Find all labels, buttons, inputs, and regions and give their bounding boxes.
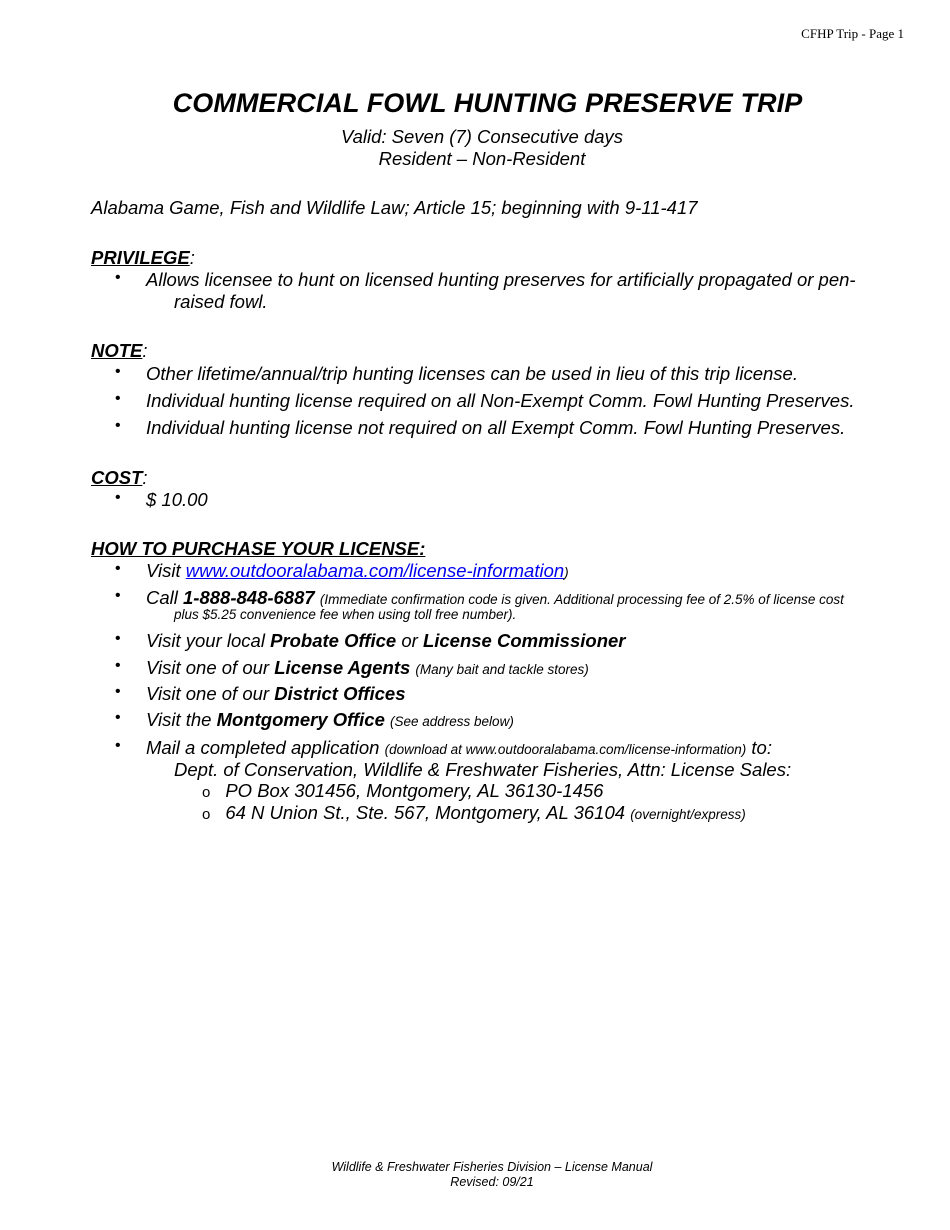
mail-department: Dept. of Conservation, Wildlife & Freshwater Fisheries, Attn: License Sales: [174,759,792,780]
bullet-icon: • [115,363,121,380]
probate-office: Probate Office [270,630,397,651]
address-street-text: 64 N Union St., Ste. 567, Montgomery, AL 36104 [225,802,626,823]
call-prefix: Call [146,587,184,608]
mail-prefix: Mail a completed application [146,737,385,758]
cost-amount: $ 10.00 [146,489,208,510]
mail-address-street [202,802,746,824]
visit-prefix: Visit [146,560,186,581]
purchase-mail-line [146,737,772,759]
address-po-box-text: PO Box 301456, Montgomery, AL 36130-1456 [225,780,604,801]
agents-note: (Many bait and tackle stores) [415,662,589,677]
probate-or: or [396,630,423,651]
footer-division: Wildlife & Freshwater Fisheries Division – License Manual [331,1160,653,1174]
purchase-montgomery-line [146,709,514,731]
bullet-icon: • [115,683,121,700]
bullet-icon: • [115,737,121,754]
note-heading [91,340,148,362]
bullet-icon: • [115,560,121,577]
montgomery-prefix: Visit the [146,709,217,730]
note-item-text: Individual hunting license required on all Non-Exempt Comm. Fowl Hunting Preserves. [146,390,855,411]
purchase-website-line [146,560,569,582]
agents-prefix: Visit one of our [146,657,275,678]
call-note-line-1: (Immediate confirmation code is given. Additional processing fee of 2.5% of license cost [319,592,844,607]
license-commissioner: License Commissioner [422,630,626,651]
bullet-icon: • [115,269,121,286]
note-heading-colon: : [142,340,148,361]
bullet-icon: • [115,709,121,726]
purchase-district-line [146,683,405,705]
bullet-icon: • [115,587,121,604]
privilege-text-line-1: Allows licensee to hunt on licensed hunting preserves for artificially propagated or pen- [146,269,856,290]
call-note-line-2: plus $5.25 convenience fee when using toll free number). [174,607,517,622]
license-website-link[interactable]: www.outdooralabama.com/license-information [185,560,565,581]
district-prefix: Visit one of our [146,683,275,704]
cost-heading-colon: : [142,467,148,488]
phone-number: 1-888-848-6887 [183,587,315,608]
privilege-heading-label: PRIVILEGE [91,247,190,268]
privilege-heading-colon: : [189,247,195,268]
purchase-heading-label: HOW TO PURCHASE YOUR LICENSE: [91,538,426,559]
mail-note: (download at www.outdooralabama.com/license-information) [384,742,747,757]
mail-suffix: to: [746,737,772,758]
district-offices: District Offices [274,683,406,704]
circle-bullet-icon: o [202,806,211,823]
purchase-agents-line [146,657,589,679]
note-heading-label: NOTE [91,340,143,361]
privilege-text-line-2: raised fowl. [174,291,268,312]
bullet-icon: • [115,630,121,647]
cost-heading [91,467,148,489]
cost-heading-label: COST [91,467,143,488]
footer-revised: Revised: 09/21 [450,1175,534,1189]
circle-bullet-icon: o [202,784,211,801]
bullet-icon: • [115,390,121,407]
montgomery-note: (See address below) [390,714,514,729]
purchase-probate-line [146,630,625,652]
privilege-heading [91,247,195,269]
visit-suffix: ) [564,565,569,580]
page-reference: CFHP Trip - Page 1 [801,26,904,41]
law-reference: Alabama Game, Fish and Wildlife Law; Article 15; beginning with 9-11-417 [91,197,698,218]
validity-subtitle: Valid: Seven (7) Consecutive days [340,126,624,147]
address-street-note: (overnight/express) [630,807,746,822]
note-item-text: Individual hunting license not required on all Exempt Comm. Fowl Hunting Preserves. [146,417,846,438]
residency-subtitle: Resident – Non-Resident [378,148,586,169]
mail-address-po-box [202,780,603,802]
bullet-icon: • [115,657,121,674]
license-agents: License Agents [274,657,411,678]
probate-prefix: Visit your local [146,630,271,651]
bullet-icon: • [115,489,121,506]
note-item-text: Other lifetime/annual/trip hunting licenses can be used in lieu of this trip license. [146,363,798,384]
montgomery-office: Montgomery Office [216,709,385,730]
bullet-icon: • [115,417,121,434]
purchase-heading [91,538,425,560]
purchase-phone-line [146,587,844,609]
page-title: COMMERCIAL FOWL HUNTING PRESERVE TRIP [172,88,803,118]
